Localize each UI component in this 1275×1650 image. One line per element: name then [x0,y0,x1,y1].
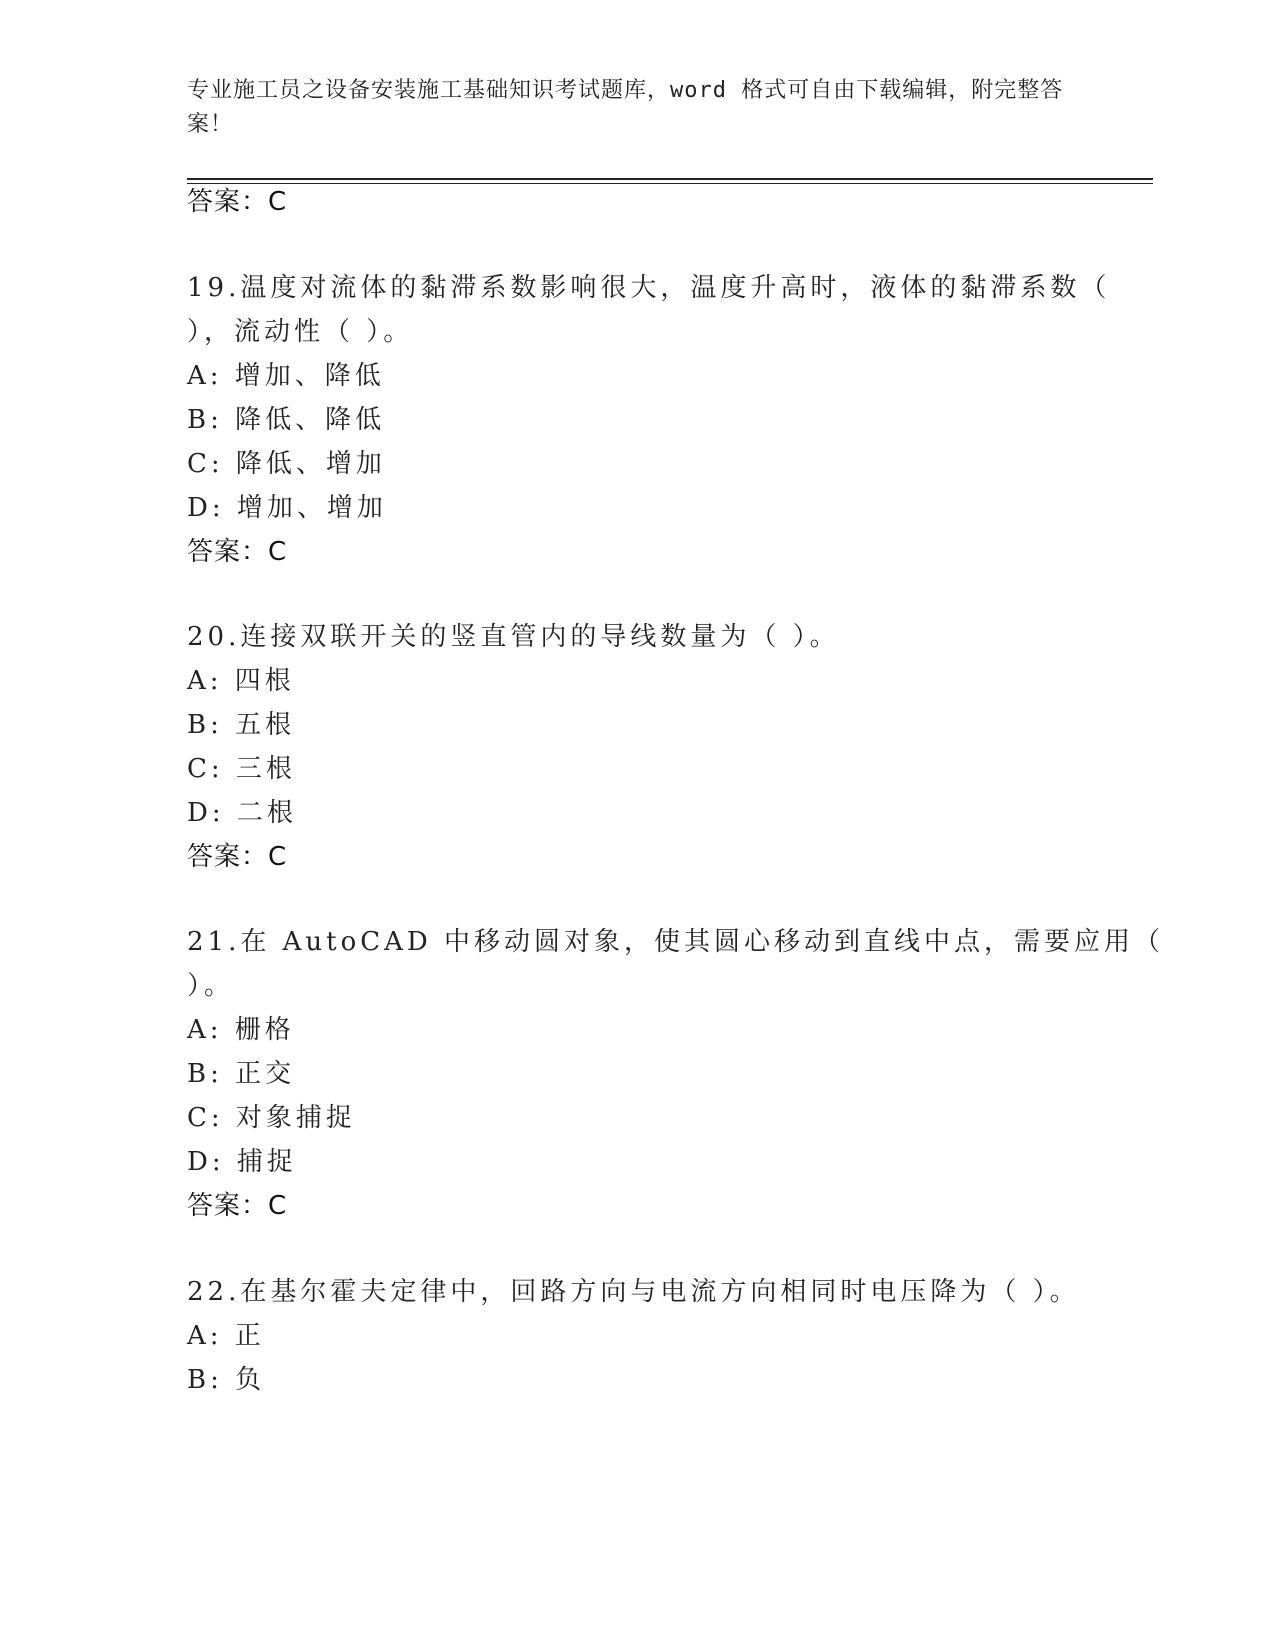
answer-text: 答案：C [187,537,288,567]
option-d: D: 增加、增加 [187,493,387,523]
answer-text: 答案：C [187,187,288,217]
question-stem: 20.连接双联开关的竖直管内的导线数量为（ ）。 [187,622,840,652]
option-b: B: 降低、降低 [187,405,386,435]
document-header: 专业施工员之设备安装施工基础知识考试题库，word 格式可自由下载编辑，附完整答案！ [187,78,1064,137]
option-d: D: 捕捉 [187,1147,297,1177]
option-a: A: 增加、降低 [187,361,385,391]
option-a: A: 四根 [187,666,295,696]
option-b: B: 正交 [187,1059,296,1089]
header-divider [187,178,1153,180]
answer-text: 答案：C [187,842,288,872]
answer-text: 答案：C [187,1191,288,1221]
question-stem: 21.在 AutoCAD 中移动圆对象，使其圆心移动到直线中点，需要应用（ [187,927,1165,957]
option-b: B: 五根 [187,710,296,740]
question-stem-continued: ）。 [187,971,235,1001]
question-stem: 22.在基尔霍夫定律中，回路方向与电流方向相同时电压降为（ ）。 [187,1277,1080,1307]
question-stem: 19.温度对流体的黏滞系数影响很大，温度升高时，液体的黏滞系数（ [187,273,1111,303]
option-d: D: 二根 [187,798,297,828]
header-divider-thin [187,183,1153,184]
option-a: A: 栅格 [187,1015,295,1045]
option-a: A: 正 [187,1321,265,1351]
option-c: C: 对象捕捉 [187,1103,356,1133]
option-c: C: 降低、增加 [187,449,386,479]
option-c: C: 三根 [187,754,296,784]
option-b: B: 负 [187,1365,266,1395]
question-stem-continued: ），流动性（ ）。 [187,317,414,347]
